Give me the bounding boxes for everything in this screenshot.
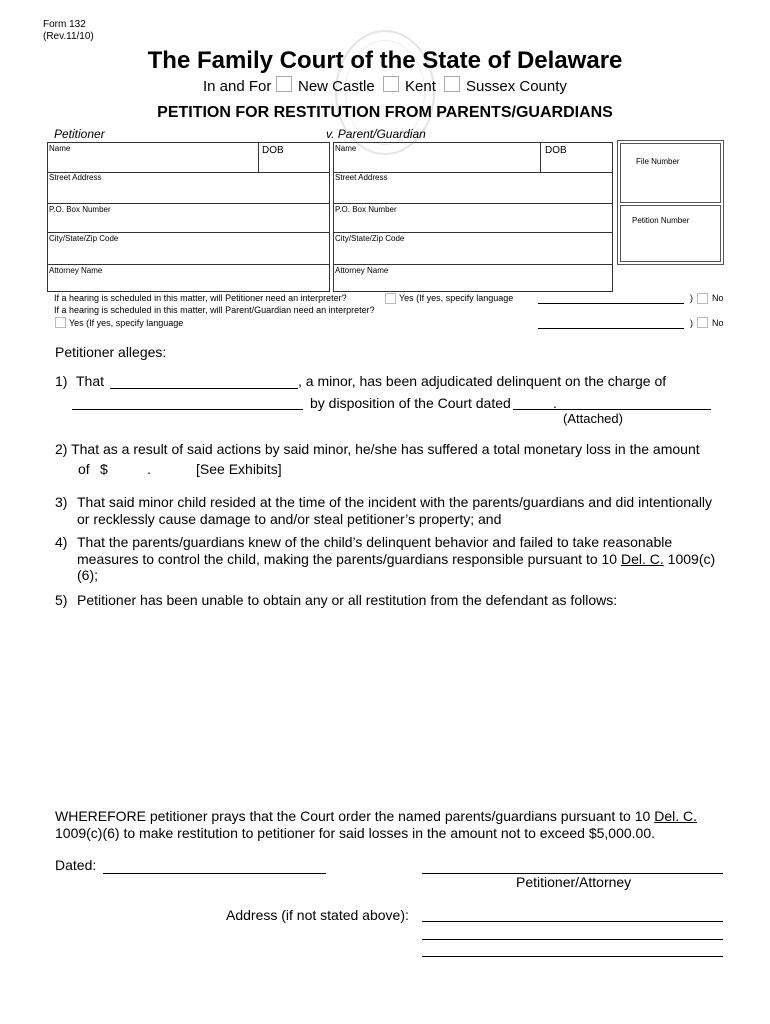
para2-line1: 2) That as a result of said actions by said minor, he/she has suffered a total monetary loss in the amount bbox=[55, 441, 700, 457]
interpreter-question-petitioner: If a hearing is scheduled in this matter, will Petitioner need an interpreter? bbox=[54, 293, 347, 303]
para5-number: 5) bbox=[55, 592, 68, 608]
petition-number-label: Petition Number bbox=[632, 216, 690, 225]
allegations-intro: Petitioner alleges: bbox=[55, 344, 167, 360]
petitioner-no-label: No bbox=[712, 293, 724, 303]
new-castle-checkbox[interactable] bbox=[276, 76, 292, 92]
para1-that: That bbox=[76, 373, 105, 389]
para4-line1: That the parents/guardians knew of the child’s delinquent behavior and failed to take reasonable bbox=[77, 534, 673, 550]
in-and-for-label: In and For bbox=[203, 78, 272, 95]
para4-number: 4) bbox=[55, 534, 68, 550]
address-label: Address (if not stated above): bbox=[226, 907, 409, 923]
county-sussex: Sussex County bbox=[466, 78, 567, 95]
petitioner-pobox-field[interactable]: P.O. Box Number bbox=[49, 205, 111, 214]
parent-interpreter-yes-checkbox[interactable] bbox=[55, 317, 66, 328]
court-title: The Family Court of the State of Delaware bbox=[147, 47, 623, 74]
wherefore-del-c: Del. C. bbox=[654, 808, 697, 824]
para1-dot: . bbox=[553, 395, 557, 411]
petition-number-box[interactable] bbox=[620, 205, 721, 262]
petitioner-interpreter-no-checkbox[interactable] bbox=[697, 293, 708, 304]
respondent-box bbox=[333, 142, 613, 292]
petitioner-yes-label: Yes (If yes, specify language bbox=[399, 293, 514, 303]
petitioner-interpreter-yes-checkbox[interactable] bbox=[385, 293, 396, 304]
sussex-checkbox[interactable] bbox=[444, 76, 460, 92]
petitioner-label: Petitioner bbox=[54, 127, 105, 141]
dated-line[interactable] bbox=[103, 873, 326, 874]
para5-text: Petitioner has been unable to obtain any or all restitution from the defendant as follows: bbox=[77, 592, 618, 608]
petitioner-box bbox=[47, 142, 330, 292]
file-number-box[interactable] bbox=[620, 143, 721, 203]
wherefore-line1: WHEREFORE petitioner prays that the Court order the named parents/guardians pursuant to 10 Del. C. bbox=[55, 808, 697, 824]
respondent-attorney-field[interactable]: Attorney Name bbox=[335, 266, 389, 275]
respondent-city-field[interactable]: City/State/Zip Code bbox=[335, 234, 405, 243]
petitioner-close-paren: ) bbox=[690, 293, 693, 303]
petitioner-name-field[interactable]: Name bbox=[49, 144, 71, 153]
file-number-label: File Number bbox=[636, 157, 680, 166]
charge-line[interactable] bbox=[72, 409, 303, 410]
respondent-name-field[interactable]: Name bbox=[335, 144, 357, 153]
para1-text-a: , a minor, has been adjudicated delinquent on the charge of bbox=[298, 373, 667, 389]
petitioner-language-line[interactable] bbox=[538, 303, 684, 304]
kent-checkbox[interactable] bbox=[383, 76, 399, 92]
wherefore-line2: 1009(c)(6) to make restitution to petitioner for said losses in the amount not to exceed $5,000.00. bbox=[55, 825, 656, 841]
petitioner-city-field[interactable]: City/State/Zip Code bbox=[49, 234, 119, 243]
para3-number: 3) bbox=[55, 494, 68, 510]
petitioner-attorney-label: Petitioner/Attorney bbox=[516, 874, 632, 890]
parent-no-label: No bbox=[712, 318, 724, 328]
disposition-date-line[interactable] bbox=[513, 409, 711, 410]
form-revision: (Rev.11/10) bbox=[43, 31, 94, 42]
para4-line2: measures to control the child, making the parents/guardians responsible pursuant to 10 Del. C. 1009(c) bbox=[77, 551, 716, 567]
respondent-dob-field[interactable]: DOB bbox=[545, 145, 567, 156]
parent-language-line[interactable] bbox=[538, 328, 684, 329]
dated-label: Dated: bbox=[55, 857, 97, 873]
respondent-street-field[interactable]: Street Address bbox=[335, 173, 388, 182]
court-use-box bbox=[617, 140, 724, 265]
respondent-pobox-field[interactable]: P.O. Box Number bbox=[335, 205, 397, 214]
petition-title: PETITION FOR RESTITUTION FROM PARENTS/GUARDIANS bbox=[157, 104, 613, 121]
petitioner-attorney-field[interactable]: Attorney Name bbox=[49, 266, 103, 275]
para2-dollar: $ bbox=[100, 461, 108, 477]
address-line-3[interactable] bbox=[422, 956, 723, 957]
respondent-label: v. Parent/Guardian bbox=[326, 127, 426, 141]
address-line-1[interactable] bbox=[422, 921, 723, 922]
interpreter-question-parent: If a hearing is scheduled in this matter, will Parent/Guardian need an interpreter? bbox=[54, 305, 375, 315]
parent-yes-label: Yes (If yes, specify language bbox=[69, 318, 184, 328]
county-new-castle: New Castle bbox=[298, 78, 375, 95]
para3-line2: or recklessly cause damage to and/or steal petitioner’s property; and bbox=[77, 511, 502, 527]
parent-interpreter-no-checkbox[interactable] bbox=[697, 317, 708, 328]
county-kent: Kent bbox=[405, 78, 436, 95]
para4-line3: (6); bbox=[77, 567, 98, 583]
para1-text-b: by disposition of the Court dated bbox=[310, 395, 511, 411]
minor-name-line[interactable] bbox=[110, 388, 298, 389]
petitioner-street-field[interactable]: Street Address bbox=[49, 173, 102, 182]
para2-of: of bbox=[78, 461, 90, 477]
address-line-2[interactable] bbox=[422, 939, 723, 940]
form-number: Form 132 bbox=[43, 19, 86, 30]
para2-exhibits: [See Exhibits] bbox=[196, 461, 282, 477]
para3-line1: That said minor child resided at the time of the incident with the parents/guardians and did intentionally bbox=[77, 494, 713, 510]
parent-close-paren: ) bbox=[690, 318, 693, 328]
petitioner-dob-field[interactable]: DOB bbox=[262, 145, 284, 156]
del-c-citation: Del. C. bbox=[620, 551, 664, 567]
para1-number: 1) bbox=[55, 373, 68, 389]
para2-dot: . bbox=[147, 461, 151, 477]
para1-attached: (Attached) bbox=[563, 411, 623, 426]
